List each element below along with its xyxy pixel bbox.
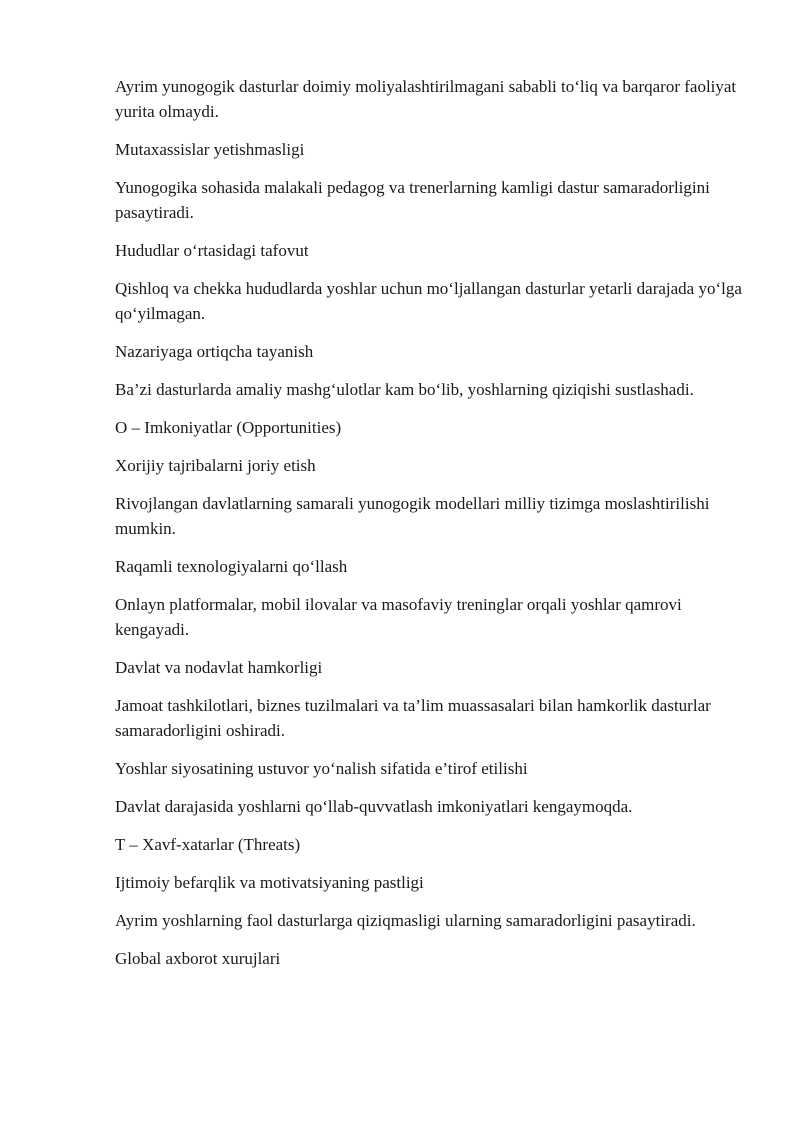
section-opportunities: O – Imkoniyatlar (Opportunities): [115, 418, 342, 437]
heading-global-information-attacks: Global axborot xurujlari: [115, 949, 281, 968]
paragraph-foreign-experience: Rivojlangan davlatlarning samarali yunogogik modellari milliy tizimga moslashtirilishi mumkin.: [115, 494, 710, 538]
paragraph-funding-issue: Ayrim yunogogik dasturlar doimiy moliyalashtirilmagani sababli to‘liq va barqaror faoliyat yurita olmaydi.: [115, 77, 737, 121]
paragraph-specialist-shortage: Yunogogika sohasida malakali pedagog va trenerlarning kamligi dastur samaradorligini pasaytiradi.: [115, 178, 710, 222]
paragraph-state-cooperation: Jamoat tashkilotlari, biznes tuzilmalari va ta’lim muassasalari bilan hamkorlik dasturlar samaradorligini oshiradi.: [115, 696, 711, 740]
heading-social-indifference: Ijtimoiy befarqlik va motivatsiyaning pastligi: [115, 873, 424, 892]
heading-theory-reliance: Nazariyaga ortiqcha tayanish: [115, 342, 314, 361]
heading-digital-technologies: Raqamli texnologiyalarni qo‘llash: [115, 557, 348, 576]
heading-specialist-shortage: Mutaxassislar yetishmasligi: [115, 140, 305, 159]
paragraph-digital-technologies: Onlayn platformalar, mobil ilovalar va masofaviy treninglar orqali yoshlar qamrovi kengayadi.: [115, 595, 682, 639]
heading-foreign-experience: Xorijiy tajribalarni joriy etish: [115, 456, 316, 475]
paragraph-social-indifference: Ayrim yoshlarning faol dasturlarga qiziqmasligi ularning samaradorligini pasaytiradi.: [115, 911, 696, 930]
heading-youth-policy: Yoshlar siyosatining ustuvor yo‘nalish sifatida e’tirof etilishi: [115, 759, 528, 778]
document-page: [115, 74, 755, 984]
heading-state-cooperation: Davlat va nodavlat hamkorligi: [115, 658, 323, 677]
heading-regional-disparity: Hududlar o‘rtasidagi tafovut: [115, 241, 309, 260]
paragraph-regional-disparity: Qishloq va chekka hududlarda yoshlar uchun mo‘ljallangan dasturlar yetarli darajada yo‘lga qo‘yilmagan.: [115, 279, 742, 323]
paragraph-theory-reliance: Ba’zi dasturlarda amaliy mashg‘ulotlar kam bo‘lib, yoshlarning qiziqishi sustlashadi.: [115, 380, 694, 399]
paragraph-youth-policy: Davlat darajasida yoshlarni qo‘llab-quvvatlash imkoniyatlari kengaymoqda.: [115, 797, 633, 816]
section-threats: T – Xavf-xatarlar (Threats): [115, 835, 301, 854]
